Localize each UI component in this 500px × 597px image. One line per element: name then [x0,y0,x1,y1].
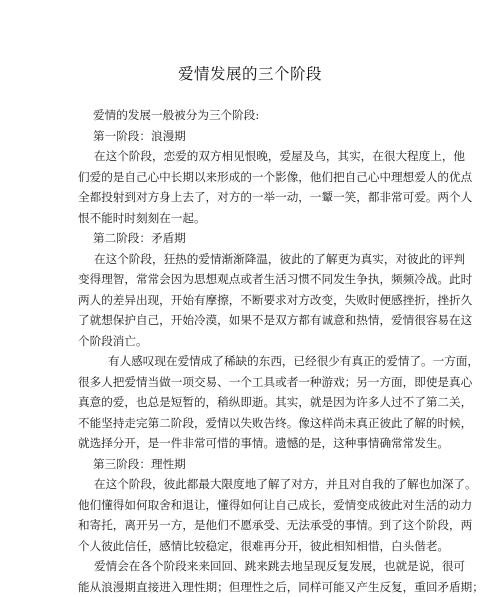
paragraph-line: 能从浪漫期直接进入理性期；但理性之后，同样可能又产生反复，重回矛盾期； [78,577,430,597]
paragraph-line: 不能坚持走完第二阶段，爱情以失败告终。像这样尚未真正彼此了解的时候， [78,413,430,434]
paragraph-line: 很多人把爱情当做一项交易、一个工具或者一种游戏；另一方面，即使是真心 [78,372,430,393]
paragraph-line: 在这个阶段，恋爱的双方相见恨晚，爱屋及乌，其实，在很大程度上，他 [78,146,430,167]
section-heading: 第三阶段：理性期 [78,454,430,475]
paragraph-line: 恨不能时时刻刻在一起。 [78,208,430,229]
paragraph-line: 在这个阶段，狂热的爱情渐渐降温，彼此的了解更为真实，对彼此的评判 [78,249,430,270]
paragraph-line: 们爱的是自己心中长期以来形成的一个影像，他们把自己心中理想爱人的优点 [78,167,430,188]
paragraph-line: 有人感叹现在爱情成了稀缺的东西，已经很少有真正的爱情了。一方面， [78,351,430,372]
article-body [78,105,430,597]
paragraph-line: 就选择分开，是一件非常可惜的事情。遗憾的是，这种事情确常常发生。 [78,433,430,454]
paragraph-line: 真意的爱，也总是短暂的，稍纵即逝。其实，就是因为许多人过不了第二关， [78,392,430,413]
paragraph-line: 在这个阶段，彼此都最大限度地了解了对方，并且对自我的了解也加深了。 [78,474,430,495]
section-heading: 第二阶段：矛盾期 [78,228,430,249]
section-heading: 爱情的发展一般被分为三个阶段: [78,105,430,126]
paragraph-line: 和寄托，离开另一方，是他们不愿承受、无法承受的事情。到了这个阶段，两 [78,515,430,536]
paragraph-line: 个阶段消亡。 [78,331,430,352]
paragraph-line: 了就想保护自己，开始冷漠，如果不是双方都有诚意和热情，爱情很容易在这 [78,310,430,331]
paragraph-line: 爱情会在各个阶段来来回回、跳来跳去地呈现反复发展，也就是说，很可 [78,556,430,577]
section-heading: 第一阶段：浪漫期 [78,126,430,147]
paragraph-line: 变得理智，常常会因为思想观点或者生活习惯不同发生争执，频频冷战。此时 [78,269,430,290]
paragraph-line: 他们懂得如何取舍和退让，懂得如何让自己成长，爱情变成彼此对生活的动力 [78,495,430,516]
paragraph-line: 两人的差异出现，开始有摩擦，不断要求对方改变，失败时便感挫折，挫折久 [78,290,430,311]
page-title: 爱情发展的三个阶段 [0,64,500,84]
paragraph-line: 个人彼此信任，感情比较稳定，很难再分开，彼此相知相惜，白头偕老。 [78,536,430,557]
paragraph-line: 全都投射到对方身上去了，对方的一举一动，一颦一笑，都非常可爱。两个人 [78,187,430,208]
